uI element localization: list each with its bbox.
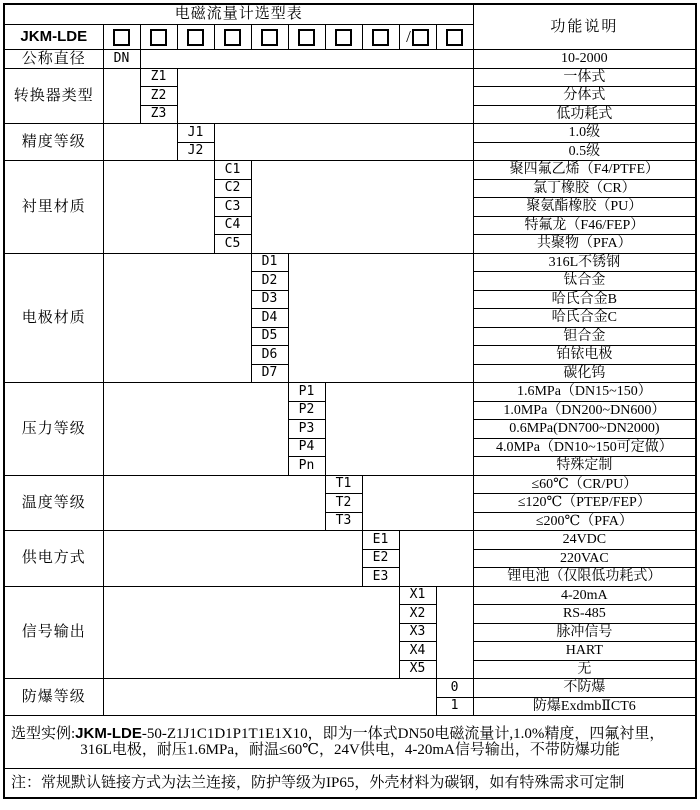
example-line1-rest: -50-Z1J1C1D1P1T1E1X10，即为一体式DN50电磁流量计,1.0%精度，四氟衬里， [141,725,665,742]
description-cell: 1.6MPa（DN15~150） [473,383,696,402]
empty-left-cell [103,531,362,587]
code-cell-T2: T2 [325,494,362,513]
description-cell: 4-20mA [473,586,696,605]
code-cell-0: 0 [436,679,473,698]
category-label-5: 压力等级 [4,383,103,476]
code-cell-1: 1 [436,697,473,716]
model-code-box-cell-5 [251,25,288,50]
description-cell: HART [473,642,696,661]
code-cell-T3: T3 [325,512,362,531]
option-row [4,253,696,272]
option-row [4,531,696,550]
option-row [4,475,696,494]
description-cell: 特氟龙（F46/FEP） [473,216,696,235]
code-cell-DN: DN [103,50,140,69]
empty-checkbox-icon [187,29,204,46]
empty-right-cell [214,124,473,161]
model-code-box-cell-3 [177,25,214,50]
code-cell-J1: J1 [177,124,214,143]
description-cell: 钽合金 [473,327,696,346]
example-model-code: JKM-LDE [75,724,142,742]
code-cell-C2: C2 [214,179,251,198]
description-cell: 脉冲信号 [473,623,696,642]
code-cell-D2: D2 [251,272,288,291]
description-cell: 碳化钨 [473,364,696,383]
description-cell: 钛合金 [473,272,696,291]
selection-example-line2: 316L电极，耐压1.6MPa，耐温≤60℃，24V供电，4-20mA信号输出，不带防爆功能 [80,742,620,758]
description-cell: 铂铱电极 [473,346,696,365]
description-cell: 哈氏合金B [473,290,696,309]
description-cell: 220VAC [473,549,696,568]
description-cell: ≤200℃（PFA） [473,512,696,531]
code-cell-D5: D5 [251,327,288,346]
empty-right-cell [399,531,473,587]
description-cell: 4.0MPa（DN10~150可定做） [473,438,696,457]
model-prefix-label: JKM-LDE [4,25,103,50]
category-label-7: 供电方式 [4,531,103,587]
description-cell: 聚四氟乙烯（F4/PTFE） [473,161,696,180]
code-cell-P4: P4 [288,438,325,457]
model-code-box-cell-9 [399,25,436,50]
code-cell-P1: P1 [288,383,325,402]
footnote: 注：常规默认链接方式为法兰连接，防护等级为IP65，外壳材料为碳钢，如有特殊需求可定制 [4,769,696,799]
description-cell: RS-485 [473,605,696,624]
description-cell: 10-2000 [473,50,696,69]
code-cell-X5: X5 [399,660,436,679]
description-cell: 24VDC [473,531,696,550]
category-label-0: 公称直径 [4,50,103,69]
model-code-box-cell-2 [140,25,177,50]
description-cell: 0.6MPa(DN700~DN2000) [473,420,696,439]
description-cell: ≤60℃（CR/PU） [473,475,696,494]
slash-separator: / [406,26,411,46]
empty-checkbox-icon [412,29,429,46]
description-cell: 一体式 [473,68,696,87]
option-row [4,586,696,605]
empty-right-cell [177,68,473,124]
code-cell-D7: D7 [251,364,288,383]
code-cell-X1: X1 [399,586,436,605]
code-cell-C1: C1 [214,161,251,180]
description-cell: 聚氨酯橡胶（PU） [473,198,696,217]
empty-left-cell [103,161,214,254]
empty-left-cell [103,253,251,383]
empty-checkbox-icon [335,29,352,46]
empty-checkbox-icon [298,29,315,46]
model-code-box-cell-8 [362,25,399,50]
selection-table-wrapper [3,3,697,799]
code-cell-T1: T1 [325,475,362,494]
code-cell-D3: D3 [251,290,288,309]
option-row [4,679,696,698]
flowmeter-selection-table [3,3,697,799]
table-title: 电磁流量计选型表 [4,4,473,25]
empty-checkbox-icon [372,29,389,46]
option-row [4,50,696,69]
option-row [4,383,696,402]
code-cell-P3: P3 [288,420,325,439]
empty-left-cell [103,679,436,716]
category-label-8: 信号输出 [4,586,103,679]
empty-left-cell [103,383,288,476]
code-cell-D4: D4 [251,309,288,328]
description-cell: 防爆ExdmbⅡCT6 [473,697,696,716]
empty-checkbox-icon [113,29,130,46]
description-cell: 低功耗式 [473,105,696,124]
option-row [4,161,696,180]
code-cell-P2: P2 [288,401,325,420]
empty-right-cell [436,586,473,679]
selection-example-line1 [5,726,695,743]
code-cell-E1: E1 [362,531,399,550]
description-cell: 1.0级 [473,124,696,143]
category-label-2: 精度等级 [4,124,103,161]
code-cell-C5: C5 [214,235,251,254]
selection-example [4,716,696,769]
empty-right-cell [140,50,473,69]
model-code-box-cell-4 [214,25,251,50]
description-cell: 锂电池（仅限低功耗式） [473,568,696,587]
description-cell: 不防爆 [473,679,696,698]
category-label-1: 转换器类型 [4,68,103,124]
category-label-6: 温度等级 [4,475,103,531]
empty-checkbox-icon [261,29,278,46]
description-cell: 氯丁橡胶（CR） [473,179,696,198]
empty-left-cell [103,124,177,161]
empty-right-cell [362,475,473,531]
code-cell-C4: C4 [214,216,251,235]
code-cell-X3: X3 [399,623,436,642]
category-label-9: 防爆等级 [4,679,103,716]
empty-checkbox-icon [224,29,241,46]
code-cell-Z1: Z1 [140,68,177,87]
empty-right-cell [251,161,473,254]
code-cell-E3: E3 [362,568,399,587]
code-cell-Pn: Pn [288,457,325,476]
model-code-box-cell-6 [288,25,325,50]
description-cell: 无 [473,660,696,679]
model-code-box-cell-10 [436,25,473,50]
function-description-header: 功能说明 [473,4,696,50]
description-cell: 特殊定制 [473,457,696,476]
code-cell-E2: E2 [362,549,399,568]
code-cell-D6: D6 [251,346,288,365]
description-cell: 0.5级 [473,142,696,161]
code-cell-Z2: Z2 [140,87,177,106]
option-row [4,68,696,87]
code-cell-C3: C3 [214,198,251,217]
empty-left-cell [103,475,325,531]
empty-right-cell [288,253,473,383]
code-cell-J2: J2 [177,142,214,161]
category-label-3: 衬里材质 [4,161,103,254]
example-prefix: 选型实例: [11,725,76,742]
empty-checkbox-icon [446,29,463,46]
description-cell: 1.0MPa（DN200~DN600） [473,401,696,420]
description-cell: 共聚物（PFA） [473,235,696,254]
description-cell: ≤120℃（PTEP/FEP） [473,494,696,513]
category-label-4: 电极材质 [4,253,103,383]
empty-left-cell [103,68,140,124]
empty-checkbox-icon [150,29,167,46]
option-row [4,124,696,143]
description-cell: 分体式 [473,87,696,106]
code-cell-X2: X2 [399,605,436,624]
code-cell-Z3: Z3 [140,105,177,124]
model-code-box-cell-1 [103,25,140,50]
empty-left-cell [103,586,399,679]
code-cell-D1: D1 [251,253,288,272]
description-cell: 316L不锈钢 [473,253,696,272]
description-cell: 哈氏合金C [473,309,696,328]
model-code-box-cell-7 [325,25,362,50]
empty-right-cell [325,383,473,476]
code-cell-X4: X4 [399,642,436,661]
